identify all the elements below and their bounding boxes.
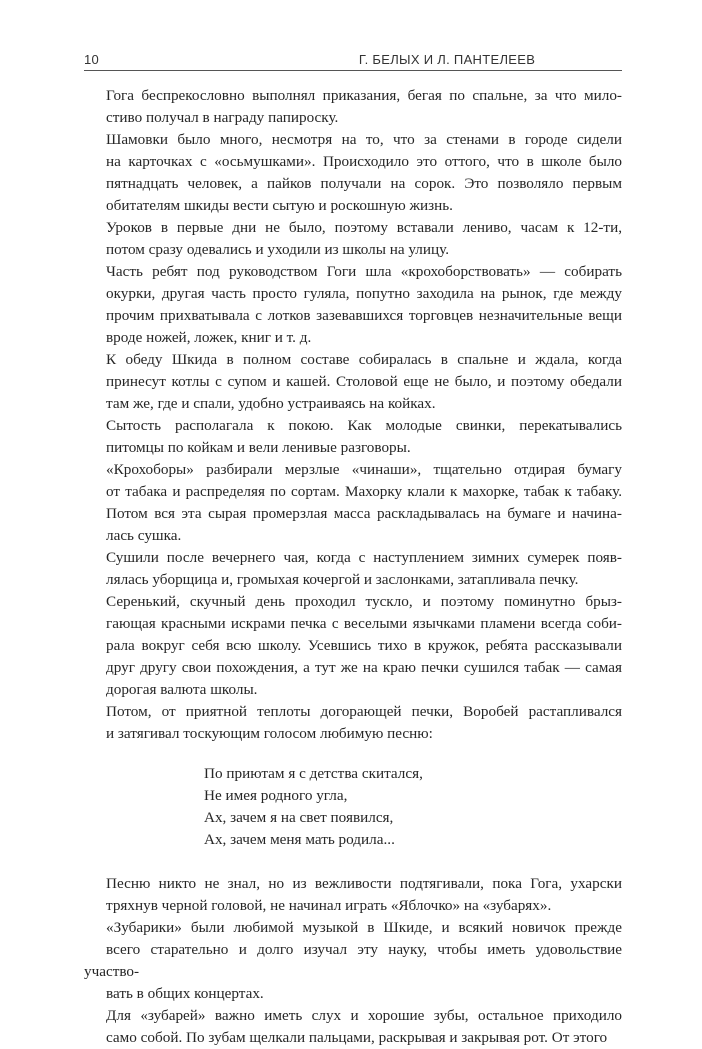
paragraph	[84, 547, 622, 591]
text-line: на карточках с «осьмушками». Происходило это оттого, что в школе было	[106, 153, 622, 170]
text-line: принесут котлы с супом и кашей. Столовой еще не было, и поэтому обедали	[106, 373, 622, 390]
page-header	[84, 52, 622, 72]
text-line: друг другу свои похождения, а тут же на краю печки сушился табак — самая	[106, 659, 622, 676]
poem	[204, 763, 622, 851]
paragraph	[84, 591, 622, 701]
paragraph	[84, 217, 622, 261]
text-line: там же, где и спали, удобно устраиваясь на койках.	[106, 395, 436, 412]
text-line: вроде ножей, ложек, книг и т. д.	[106, 329, 312, 346]
text-line: обитателям шкиды вести сытую и роскошную жизнь.	[106, 197, 453, 214]
text-line: Потом вся эта сырая промерзлая масса раскладывалась на бумаге и начина-	[106, 505, 622, 522]
text-line: Часть ребят под руководством Гоги шла «крохоборствовать» — собирать	[106, 263, 622, 280]
text-line: К обеду Шкида в полном составе собиралась в спальне и ждала, когда	[106, 351, 622, 368]
text-line: лась сушка.	[106, 527, 182, 544]
text-line: от табака и распределяя по сортам. Махорку клали к махорке, табак к табаку.	[106, 483, 622, 500]
text-line: прочим прихватывала с лотков зазевавшихся торговцев незначительные вещи	[106, 307, 622, 324]
text-line: рала вокруг себя всю школу. Усевшись тихо в кружок, ребята рассказывали	[106, 637, 622, 654]
paragraph	[84, 1005, 622, 1049]
paragraphs-after-poem	[84, 873, 622, 1049]
text-line: Уроков в первые дни не было, поэтому вставали лениво, часам к 12-ти,	[106, 219, 622, 236]
text-line: окурки, другая часть просто гуляла, попутно заходила на рынок, где между	[106, 285, 622, 302]
text-line: потом сразу одевались и уходили из школы на улицу.	[106, 241, 449, 258]
text-line: пятнадцать человек, а пайков получали на сорок. Это позволяло первым	[106, 175, 622, 192]
paragraph	[84, 701, 622, 745]
text-line: Шамовки было много, несмотря на то, что за стенами в городе сидели	[106, 131, 622, 148]
running-title: Г. БЕЛЫХ И Л. ПАНТЕЛЕЕВ	[358, 52, 536, 67]
text-line: и затягивал тоскующим голосом любимую песню:	[106, 725, 433, 742]
text-line: тряхнув черной головой, не начинал играть «Яблочко» на «зубарях».	[106, 897, 552, 914]
text-line: Сытость располагала к покою. Как молодые свинки, перекатывались	[106, 417, 622, 434]
poem-verse: Ах, зачем я на свет появился,	[204, 809, 394, 826]
text-line: Песню никто не знал, но из вежливости подтягивали, пока Гога, ухарски	[106, 875, 622, 892]
text-line: всего старательно и долго изучал эту науку, чтобы иметь удовольствие участво-	[84, 941, 622, 980]
text-line: гающая красными искрами печка с веселыми язычками пламени всегда соби-	[106, 615, 622, 632]
text-line: Сушили после вечернего чая, когда с наступлением зимних сумерек появ-	[106, 549, 622, 566]
paragraph	[84, 873, 622, 917]
poem-verse: Ах, зачем меня мать родила...	[204, 831, 395, 848]
paragraph	[84, 459, 622, 547]
text-line: Гога беспрекословно выполнял приказания, бегая по спальне, за что мило-	[106, 87, 622, 104]
text-line: Серенький, скучный день проходил тускло, и поэтому поминутно брыз-	[106, 593, 622, 610]
text-line: стиво получал в награду папироску.	[106, 109, 339, 126]
text-line: само собой. По зубам щелкали пальцами, раскрывая и закрывая рот. От этого	[106, 1029, 608, 1046]
poem-verse: По приютам я с детства скитался,	[204, 765, 423, 782]
text-line: вать в общих концертах.	[106, 985, 264, 1002]
poem-verse: Не имея родного угла,	[204, 787, 348, 804]
header-rule	[84, 70, 622, 71]
paragraph	[84, 349, 622, 415]
text-line: Потом, от приятной теплоты догорающей печки, Воробей растапливался	[106, 703, 622, 720]
text-line: Для «зубарей» важно иметь слух и хорошие зубы, остальное приходило	[106, 1007, 622, 1024]
text-line: «Зубарики» были любимой музыкой в Шкиде, и всякий новичок прежде	[106, 919, 622, 936]
body-text	[84, 85, 622, 1049]
text-line: дорогая валюта школы.	[106, 681, 258, 698]
paragraph	[84, 917, 622, 1005]
paragraph	[84, 415, 622, 459]
paragraph	[84, 129, 622, 217]
paragraphs-before-poem	[84, 85, 622, 745]
text-line: лялась уборщица и, громыхая кочергой и заслонками, затапливала печку.	[106, 571, 579, 588]
text-line: питомцы по койкам и вели ленивые разговоры.	[106, 439, 411, 456]
text-line: «Крохоборы» разбирали мерзлые «чинаши», тщательно отдирая бумагу	[106, 461, 622, 478]
paragraph	[84, 85, 622, 129]
page-number: 10	[84, 52, 100, 67]
paragraph	[84, 261, 622, 349]
